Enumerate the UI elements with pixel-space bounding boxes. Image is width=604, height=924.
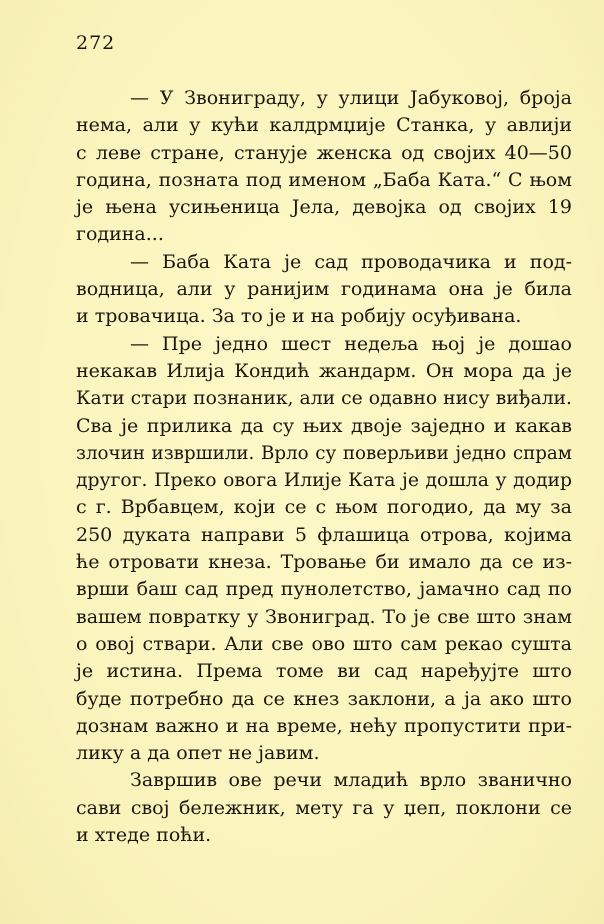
- text-line: дознам важно и на време, нећу пропустити при-: [76, 714, 572, 737]
- text-line: другог. Преко овога Илије Ката је дошла у додир: [76, 470, 572, 492]
- body-text: [76, 85, 572, 849]
- text-line: злочин извршили. Врло су поверљиви једно спрам: [76, 442, 572, 464]
- text-line: вашем повратку у Звониград. То је све што знам: [76, 605, 572, 628]
- text-line: водница, али у ранијим годинама она је била: [76, 278, 572, 301]
- text-line: сави свој бележник, мету га у џеп, поклони се: [76, 796, 572, 819]
- text-line: година...: [76, 223, 164, 246]
- text-line: је њена усињеница Јела, девојка од својих 19: [76, 196, 572, 219]
- text-line: и хтеде поћи.: [76, 824, 212, 847]
- paragraph: [76, 767, 572, 849]
- text-line: нема, али у кући калдрмџије Станка, у авлији: [76, 114, 572, 137]
- text-line: некакав Илија Кондић жандарм. Он мора да је: [76, 359, 572, 382]
- page-number: 272: [76, 32, 116, 54]
- text-line: Кати стари познаник, али се одавно нису виђали.: [76, 388, 572, 410]
- text-line: буде потребно да се кнез заклони, а ја ако што: [76, 687, 572, 710]
- text-line: с леве стране, станује женска од својих 40—50: [76, 141, 572, 164]
- text-line: — У Звониграду, у улици Јабуковој, броја: [130, 87, 572, 109]
- text-line: је истина. Према томе ви сад наређујте што: [76, 660, 572, 683]
- text-line: година, позната под именом „Баба Ката.“ С њом: [76, 168, 572, 191]
- paragraph: [76, 249, 572, 331]
- text-line: ће отровати кнеза. Тровање би имало да се из-: [76, 551, 572, 574]
- text-line: Завршив ове речи младић врло званично: [130, 769, 572, 792]
- text-line: — Баба Ката је сад проводачика и под-: [130, 250, 572, 273]
- text-line: — Пре једно шест недеља њој је дошао: [130, 332, 572, 355]
- paragraph: [76, 331, 572, 768]
- text-line: и тровачица. За то је и на робију осуђивана.: [76, 305, 522, 328]
- text-line: с г. Врбавцем, који се с њом погодио, да му за: [76, 496, 572, 519]
- text-line: врши баш сад пред пунолетство, јамачно сад по: [76, 578, 572, 601]
- text-line: 250 дуката направи 5 флашица отрова, којима: [76, 523, 572, 546]
- text-line: о овој ствари. Али све ово што сам рекао сушта: [76, 632, 572, 655]
- text-line: Сва је прилика да су њих двоје заједно и какав: [76, 414, 572, 437]
- paragraph: [76, 85, 572, 249]
- text-line: лику а да опет не јавим.: [76, 742, 320, 765]
